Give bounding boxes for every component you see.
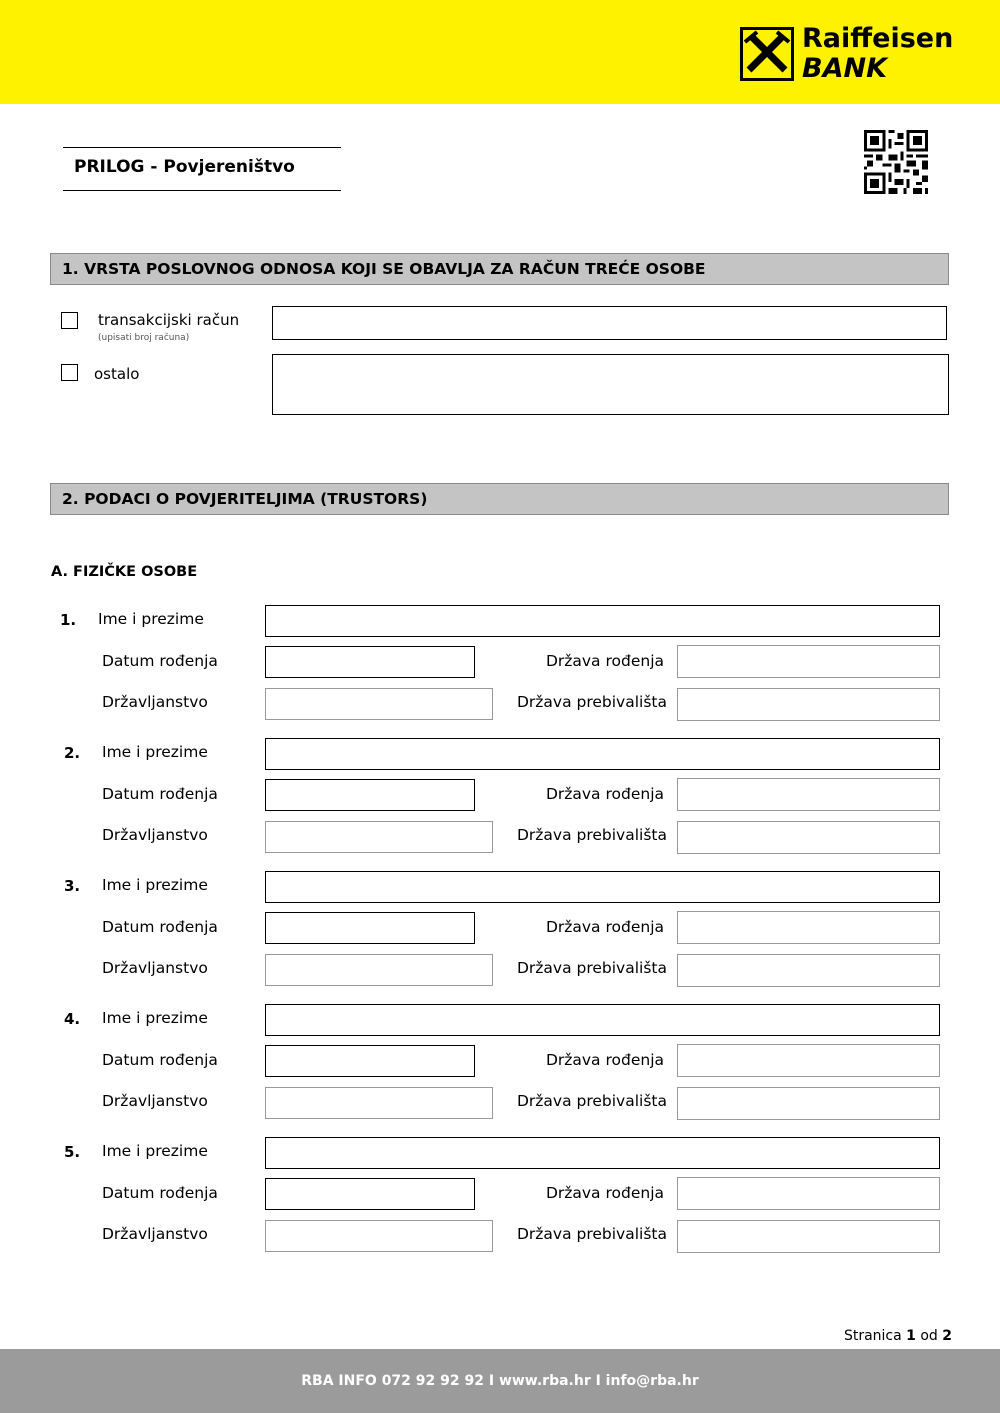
country-of-residence-field[interactable]	[677, 688, 940, 721]
dob-label: Datum rođenja	[102, 652, 218, 670]
citizenship-label: Državljanstvo	[102, 1092, 208, 1110]
section-2-header	[50, 483, 949, 515]
country-of-birth-label: Država rođenja	[545, 652, 664, 670]
country-of-residence-label: Država prebivališta	[516, 1225, 667, 1243]
country-of-residence-label: Država prebivališta	[516, 959, 667, 977]
header-bar	[0, 0, 1000, 104]
country-of-residence-field[interactable]	[677, 821, 940, 854]
name-field[interactable]	[265, 605, 940, 637]
country-of-residence-field[interactable]	[677, 1220, 940, 1253]
trustor-number: 4.	[64, 1010, 81, 1028]
logo-text-bank: BANK	[802, 53, 887, 84]
page-total: 2	[942, 1328, 952, 1344]
natural-persons-subhead: A. FIZIČKE OSOBE	[51, 564, 198, 580]
country-of-residence-label: Država prebivališta	[516, 826, 667, 844]
transaction-account-label: transakcijski račun	[98, 311, 240, 329]
dob-field[interactable]	[265, 646, 475, 678]
raiffeisen-logo	[740, 23, 955, 84]
qr-code-icon	[864, 130, 928, 194]
citizenship-field[interactable]	[265, 821, 493, 853]
dob-label: Datum rođenja	[102, 1184, 218, 1202]
country-of-residence-label: Država prebivališta	[516, 1092, 667, 1110]
transaction-account-checkbox[interactable]	[61, 312, 78, 329]
other-label: ostalo	[94, 365, 140, 383]
country-of-birth-field[interactable]	[677, 645, 940, 678]
trustor-number: 3.	[64, 877, 81, 895]
name-label: Ime i prezime	[102, 876, 208, 894]
name-label: Ime i prezime	[102, 1142, 208, 1160]
name-field[interactable]	[265, 1004, 940, 1036]
page-prefix: Stranica	[843, 1328, 902, 1344]
transaction-account-field[interactable]	[272, 306, 947, 340]
footer-contact: RBA INFO 072 92 92 92 I www.rba.hr I info@rba.hr	[301, 1373, 699, 1389]
page-current: 1	[906, 1328, 916, 1344]
trustor-number: 2.	[64, 744, 81, 762]
name-field[interactable]	[265, 738, 940, 770]
dob-label: Datum rođenja	[102, 918, 218, 936]
document-title-box	[63, 147, 341, 191]
other-field[interactable]	[272, 354, 949, 415]
country-of-birth-label: Država rođenja	[545, 918, 664, 936]
section-1-header	[50, 253, 949, 285]
name-label: Ime i prezime	[102, 1009, 208, 1027]
country-of-birth-label: Država rođenja	[545, 1051, 664, 1069]
page-number	[844, 1328, 952, 1344]
other-checkbox[interactable]	[61, 364, 78, 381]
footer-bar	[0, 1349, 1000, 1413]
country-of-birth-field[interactable]	[677, 911, 940, 944]
country-of-residence-field[interactable]	[677, 954, 940, 987]
dob-field[interactable]	[265, 779, 475, 811]
citizenship-field[interactable]	[265, 688, 493, 720]
section-2-title: 2. PODACI O POVJERITELJIMA (TRUSTORS)	[62, 490, 428, 508]
document-title: PRILOG - Povjereništvo	[74, 157, 295, 177]
citizenship-label: Državljanstvo	[102, 959, 208, 977]
citizenship-label: Državljanstvo	[102, 1225, 208, 1243]
trustor-number: 5.	[64, 1143, 81, 1161]
name-label: Ime i prezime	[98, 610, 204, 628]
citizenship-field[interactable]	[265, 954, 493, 986]
dob-field[interactable]	[265, 912, 475, 944]
trustor-number: 1.	[60, 611, 77, 629]
country-of-birth-field[interactable]	[677, 1044, 940, 1077]
section-1-title: 1. VRSTA POSLOVNOG ODNOSA KOJI SE OBAVLJA ZA RAČUN TREĆE OSOBE	[62, 260, 706, 278]
country-of-residence-field[interactable]	[677, 1087, 940, 1120]
dob-label: Datum rođenja	[102, 1051, 218, 1069]
citizenship-field[interactable]	[265, 1220, 493, 1252]
country-of-birth-label: Država rođenja	[545, 785, 664, 803]
logo-text-raiffeisen: Raiffeisen	[802, 23, 954, 54]
country-of-residence-label: Država prebivališta	[516, 693, 667, 711]
citizenship-label: Državljanstvo	[102, 826, 208, 844]
page-of: od	[920, 1328, 938, 1344]
country-of-birth-field[interactable]	[677, 1177, 940, 1210]
dob-field[interactable]	[265, 1045, 475, 1077]
dob-field[interactable]	[265, 1178, 475, 1210]
gable-cross-icon	[740, 27, 794, 81]
transaction-account-hint: (upisati broj računa)	[98, 333, 190, 343]
name-label: Ime i prezime	[102, 743, 208, 761]
country-of-birth-label: Država rođenja	[545, 1184, 664, 1202]
dob-label: Datum rođenja	[102, 785, 218, 803]
country-of-birth-field[interactable]	[677, 778, 940, 811]
name-field[interactable]	[265, 1137, 940, 1169]
name-field[interactable]	[265, 871, 940, 903]
citizenship-label: Državljanstvo	[102, 693, 208, 711]
citizenship-field[interactable]	[265, 1087, 493, 1119]
